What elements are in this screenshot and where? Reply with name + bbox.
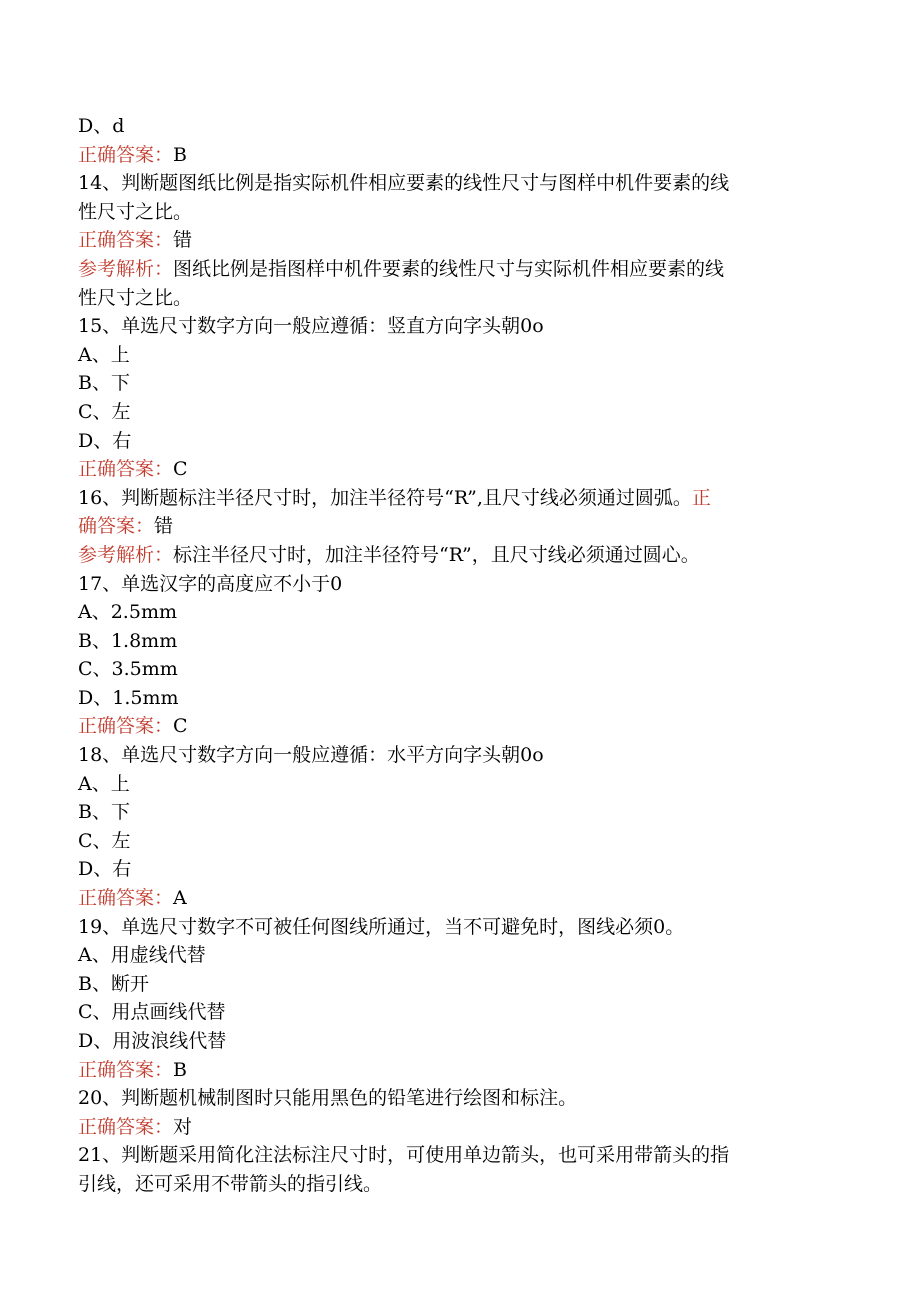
answer-value: 对 xyxy=(173,1115,193,1138)
answer-label: 正确答案： xyxy=(78,1115,174,1138)
question-line: 21、判断题采用简化注法标注尺寸时，可使用单边箭头，也可采用带箭头的指 xyxy=(78,1144,730,1167)
answer-line xyxy=(78,884,818,913)
answer-label: 确答案： xyxy=(78,515,155,538)
answer-line xyxy=(78,1113,818,1142)
answer-line xyxy=(78,226,818,255)
option-line: A、用虚线代替 xyxy=(78,944,206,967)
option-line: B、下 xyxy=(78,372,130,395)
answer-line xyxy=(78,512,818,541)
analysis-text: 图纸比例是指图样中机件要素的线性尺寸与实际机件相应要素的线 xyxy=(173,257,725,280)
answer-label: 正确答案： xyxy=(78,715,174,738)
question-line: 20、判断题机械制图时只能用黑色的铅笔进行绘图和标注。 xyxy=(78,1087,578,1110)
answer-value: B xyxy=(173,143,187,166)
answer-line xyxy=(78,1056,818,1085)
question-line: 性尺寸之比。 xyxy=(78,200,193,223)
question-line: 14、判断题图纸比例是指实际机件相应要素的线性尺寸与图样中机件要素的线 xyxy=(78,172,730,195)
answer-line xyxy=(78,712,818,741)
answer-value: C xyxy=(173,458,188,481)
option-line: A、2.5mm xyxy=(78,601,177,624)
answer-label: 正确答案： xyxy=(78,143,174,166)
question-line: 17、单选汉字的高度应不小于0 xyxy=(78,572,343,595)
option-line: D、d xyxy=(78,115,125,137)
option-line: C、3.5mm xyxy=(78,658,178,681)
option-line: C、用点画线代替 xyxy=(78,1001,226,1024)
answer-line xyxy=(78,141,818,170)
analysis-label: 参考解析： xyxy=(78,543,174,566)
option-line: D、用波浪线代替 xyxy=(78,1030,227,1052)
answer-label-start: 正 xyxy=(691,486,711,509)
answer-label: 正确答案： xyxy=(78,229,174,252)
option-line: B、1.8mm xyxy=(78,629,178,652)
question-line: 18、单选尺寸数字方向一般应遵循：水平方向字头朝0o xyxy=(78,744,544,767)
answer-label: 正确答案： xyxy=(78,458,174,481)
answer-value: 错 xyxy=(173,229,193,252)
option-line: A、上 xyxy=(78,772,130,795)
analysis-line xyxy=(78,255,818,284)
analysis-text: 标注半径尺寸时，加注半径符号“R”，且尺寸线必须通过圆心。 xyxy=(173,543,700,566)
option-line: D、右 xyxy=(78,858,132,881)
answer-value: 错 xyxy=(154,515,174,538)
answer-line xyxy=(78,455,818,484)
option-line: A、上 xyxy=(78,343,130,366)
option-line: D、1.5mm xyxy=(78,686,179,709)
option-line: D、右 xyxy=(78,429,132,452)
analysis-label: 参考解析： xyxy=(78,257,174,280)
option-line: B、断开 xyxy=(78,972,149,995)
analysis-line: 性尺寸之比。 xyxy=(78,286,193,309)
question-line: 19、单选尺寸数字不可被任何图线所通过，当不可避免时，图线必须0。 xyxy=(78,915,685,938)
answer-value: A xyxy=(173,887,187,910)
answer-label: 正确答案： xyxy=(78,1058,174,1081)
answer-value: C xyxy=(173,715,188,738)
option-line: B、下 xyxy=(78,801,130,824)
document-page xyxy=(78,112,818,1199)
question-line: 引线，还可采用不带箭头的指引线。 xyxy=(78,1172,383,1195)
question-text: 16、判断题标注半径尺寸时，加注半径符号“R”,且尺寸线必须通过圆弧。 xyxy=(78,486,692,509)
analysis-line xyxy=(78,541,818,570)
answer-label: 正确答案： xyxy=(78,887,174,910)
answer-value: B xyxy=(173,1058,187,1081)
question-line xyxy=(78,484,818,513)
question-line: 15、单选尺寸数字方向一般应遵循：竖直方向字头朝0o xyxy=(78,315,544,338)
option-line: C、左 xyxy=(78,400,131,423)
option-line: C、左 xyxy=(78,829,131,852)
